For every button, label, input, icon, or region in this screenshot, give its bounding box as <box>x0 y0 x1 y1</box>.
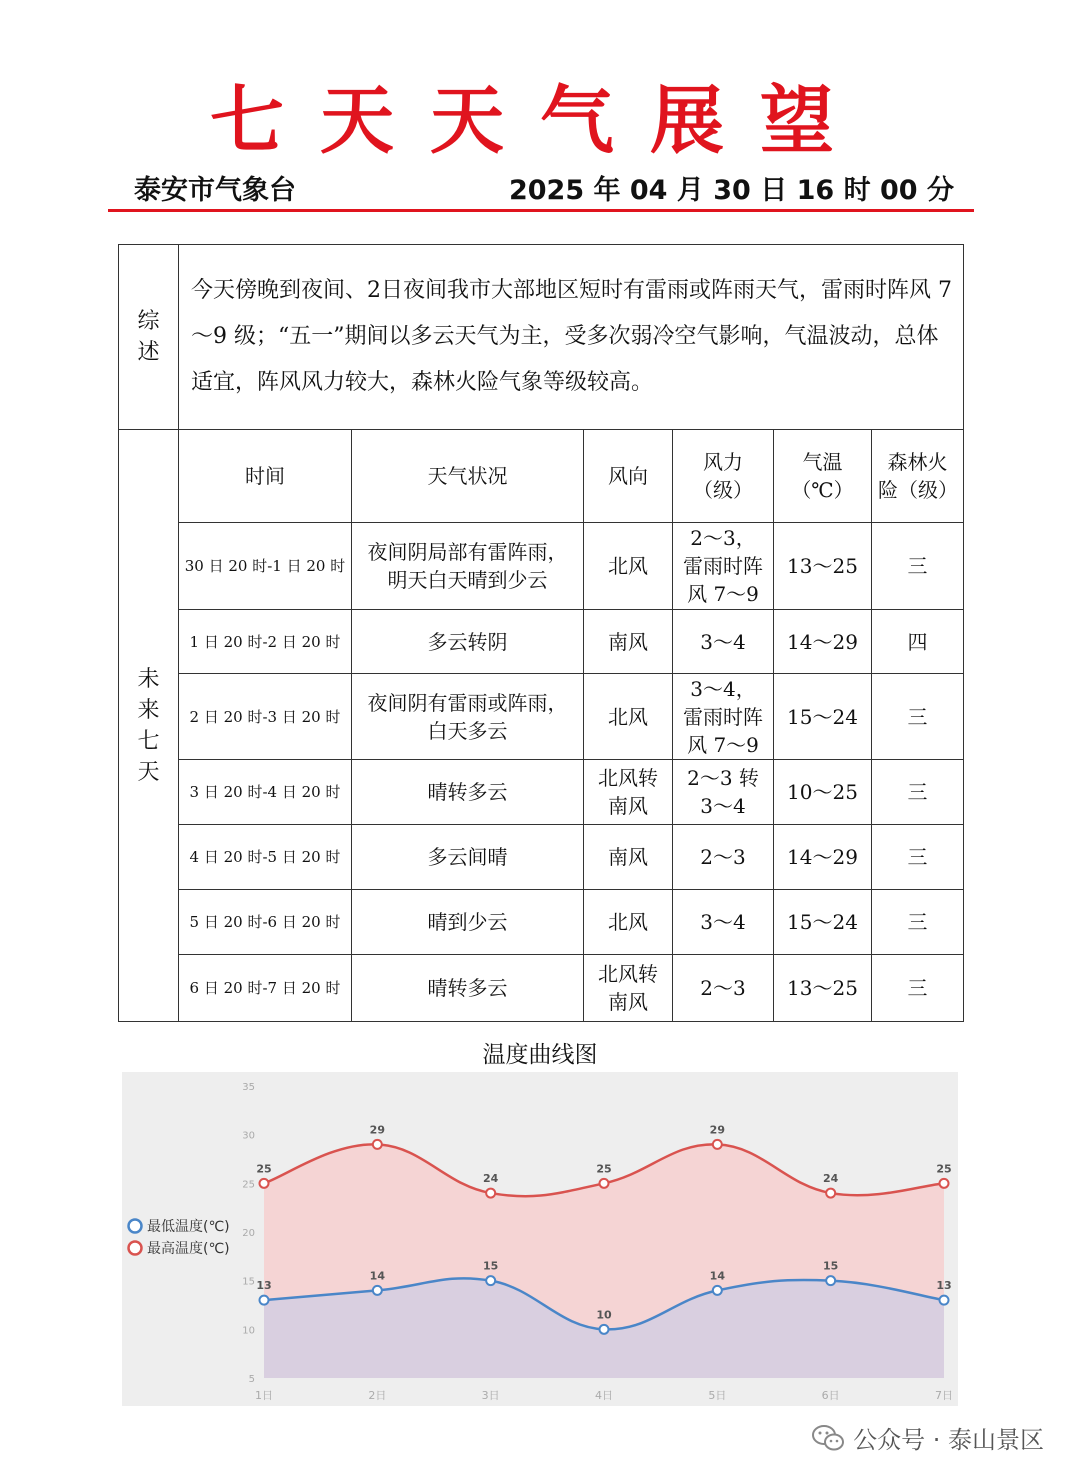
row-wind-force: 3～4，雷雨时阵风 7～9 <box>673 674 774 760</box>
low-temp-point <box>486 1276 495 1285</box>
row-weather: 夜间阴有雷雨或阵雨，白天多云 <box>352 674 584 760</box>
row-fire-level: 三 <box>872 760 964 825</box>
wechat-icon <box>811 1424 845 1452</box>
y-tick-label: 35 <box>242 1082 255 1093</box>
high-temp-data-label: 29 <box>709 1123 725 1137</box>
row-weather: 晴转多云 <box>352 760 584 825</box>
high-temp-data-label: 24 <box>823 1172 839 1186</box>
column-header: 风向 <box>584 430 673 523</box>
high-temp-point <box>600 1179 609 1188</box>
row-weather: 多云间晴 <box>352 825 584 890</box>
table-header-row <box>119 430 964 523</box>
header-divider <box>108 209 974 212</box>
row-wind-direction: 南风 <box>584 825 673 890</box>
high-temp-data-label: 25 <box>596 1162 612 1176</box>
table-row <box>119 955 964 1022</box>
x-tick-label: 3日 <box>481 1389 500 1402</box>
y-tick-label: 10 <box>242 1325 255 1337</box>
row-temperature: 14～29 <box>774 610 872 674</box>
high-temp-data-label: 24 <box>483 1172 499 1186</box>
legend-high-marker <box>129 1242 142 1255</box>
footer-text: 公众号 · 泰山景区 <box>853 1426 1044 1454</box>
summary-text: 今天傍晚到夜间、2日夜间我市大部地区短时有雷雨或阵雨天气，雷雨时阵风 7～9 级；“五一”期间以多云天气为主，受多次弱冷空气影响，气温波动，总体适宜，阵风风力较大，森林火险气象等级较高。 <box>179 245 964 430</box>
legend-low-marker <box>129 1220 142 1233</box>
row-wind-direction: 北风 <box>584 674 673 760</box>
forecast-label <box>119 430 179 1022</box>
low-temp-point <box>940 1296 949 1305</box>
forecast-label-text: 未来七天 <box>137 666 160 785</box>
row-time: 4 日 20 时-5 日 20 时 <box>179 825 352 890</box>
table-row <box>119 760 964 825</box>
high-temp-point <box>713 1140 722 1149</box>
table-row <box>119 890 964 955</box>
footer <box>811 1420 1044 1455</box>
high-temp-data-label: 25 <box>936 1162 952 1176</box>
low-temp-point <box>600 1325 609 1334</box>
issue-time: 2025 年 04 月 30 日 16 时 00 分 <box>508 175 954 206</box>
y-tick-label: 20 <box>242 1228 255 1239</box>
table-row <box>119 825 964 890</box>
summary-label-text: 综述 <box>137 309 160 365</box>
low-temp-data-label: 14 <box>369 1269 385 1283</box>
row-fire-level: 三 <box>872 955 964 1022</box>
row-wind-direction: 南风 <box>584 610 673 674</box>
row-wind-direction: 北风转南风 <box>584 760 673 825</box>
row-temperature: 13～25 <box>774 955 872 1022</box>
row-weather: 晴到少云 <box>352 890 584 955</box>
low-temp-data-label: 10 <box>596 1308 612 1322</box>
row-wind-force: 2～3 <box>673 955 774 1022</box>
issuer: 泰安市气象台 <box>134 175 296 206</box>
low-temp-data-label: 15 <box>823 1259 839 1273</box>
row-wind-direction: 北风 <box>584 523 673 610</box>
column-header: 时间 <box>179 430 352 523</box>
high-temp-point <box>260 1179 269 1188</box>
row-wind-force: 3～4 <box>673 890 774 955</box>
low-temp-point <box>260 1296 269 1305</box>
legend-high-label: 最高温度(℃) <box>147 1241 230 1257</box>
row-weather: 夜间阴局部有雷阵雨，明天白天晴到少云 <box>352 523 584 610</box>
table-row <box>119 674 964 760</box>
y-tick-label: 15 <box>242 1276 255 1288</box>
row-fire-level: 三 <box>872 523 964 610</box>
row-fire-level: 三 <box>872 674 964 760</box>
y-tick-label: 30 <box>242 1130 255 1142</box>
x-tick-label: 1日 <box>255 1389 273 1402</box>
x-tick-label: 2日 <box>368 1389 387 1402</box>
row-weather: 晴转多云 <box>352 955 584 1022</box>
high-temp-point <box>940 1179 949 1188</box>
row-time: 2 日 20 时-3 日 20 时 <box>179 674 352 760</box>
x-tick-label: 7日 <box>935 1389 953 1402</box>
row-time: 6 日 20 时-7 日 20 时 <box>179 955 352 1022</box>
row-wind-force: 3～4 <box>673 610 774 674</box>
y-tick-label: 5 <box>248 1374 255 1385</box>
low-temp-point <box>713 1286 722 1295</box>
row-wind-force: 2～3 <box>673 825 774 890</box>
row-temperature: 13～25 <box>774 523 872 610</box>
row-wind-force: 2～3 转 3～4 <box>673 760 774 825</box>
page-title: 七天天气展望 <box>210 78 870 164</box>
table-row <box>119 610 964 674</box>
row-wind-direction: 北风 <box>584 890 673 955</box>
row-time: 30 日 20 时-1 日 20 时 <box>179 523 352 610</box>
column-header: 气温（℃） <box>774 430 872 523</box>
row-wind-force: 2～3，雷雨时阵风 7～9 <box>673 523 774 610</box>
row-temperature: 15～24 <box>774 890 872 955</box>
temperature-chart <box>122 1072 958 1406</box>
row-temperature: 14～29 <box>774 825 872 890</box>
row-fire-level: 三 <box>872 825 964 890</box>
low-temp-point <box>826 1276 835 1285</box>
row-temperature: 10～25 <box>774 760 872 825</box>
row-time: 5 日 20 时-6 日 20 时 <box>179 890 352 955</box>
summary-row <box>119 245 964 430</box>
row-time: 3 日 20 时-4 日 20 时 <box>179 760 352 825</box>
column-header: 天气状况 <box>352 430 584 523</box>
row-fire-level: 四 <box>872 610 964 674</box>
low-temp-data-label: 15 <box>483 1259 499 1273</box>
row-fire-level: 三 <box>872 890 964 955</box>
chart-title: 温度曲线图 <box>482 1042 598 1068</box>
row-wind-direction: 北风转南风 <box>584 955 673 1022</box>
high-temp-data-label: 29 <box>369 1123 385 1137</box>
row-weather: 多云转阴 <box>352 610 584 674</box>
low-temp-data-label: 13 <box>936 1279 952 1293</box>
y-tick-label: 25 <box>242 1179 255 1191</box>
table-row <box>119 523 964 610</box>
low-temp-data-label: 13 <box>256 1279 272 1293</box>
high-temp-point <box>486 1189 495 1198</box>
x-tick-label: 5日 <box>708 1389 727 1402</box>
high-temp-data-label: 25 <box>256 1162 272 1176</box>
forecast-table <box>118 244 964 1022</box>
x-tick-label: 4日 <box>595 1389 613 1402</box>
row-time: 1 日 20 时-2 日 20 时 <box>179 610 352 674</box>
high-temp-point <box>373 1140 382 1149</box>
x-tick-label: 6日 <box>821 1389 840 1402</box>
low-temp-point <box>373 1286 382 1295</box>
row-temperature: 15～24 <box>774 674 872 760</box>
column-header: 风力（级） <box>673 430 774 523</box>
high-temp-point <box>826 1189 835 1198</box>
low-temp-data-label: 14 <box>709 1269 725 1283</box>
summary-label <box>119 245 179 430</box>
column-header: 森林火险（级） <box>872 430 964 523</box>
legend-low-label: 最低温度(℃) <box>147 1219 230 1235</box>
